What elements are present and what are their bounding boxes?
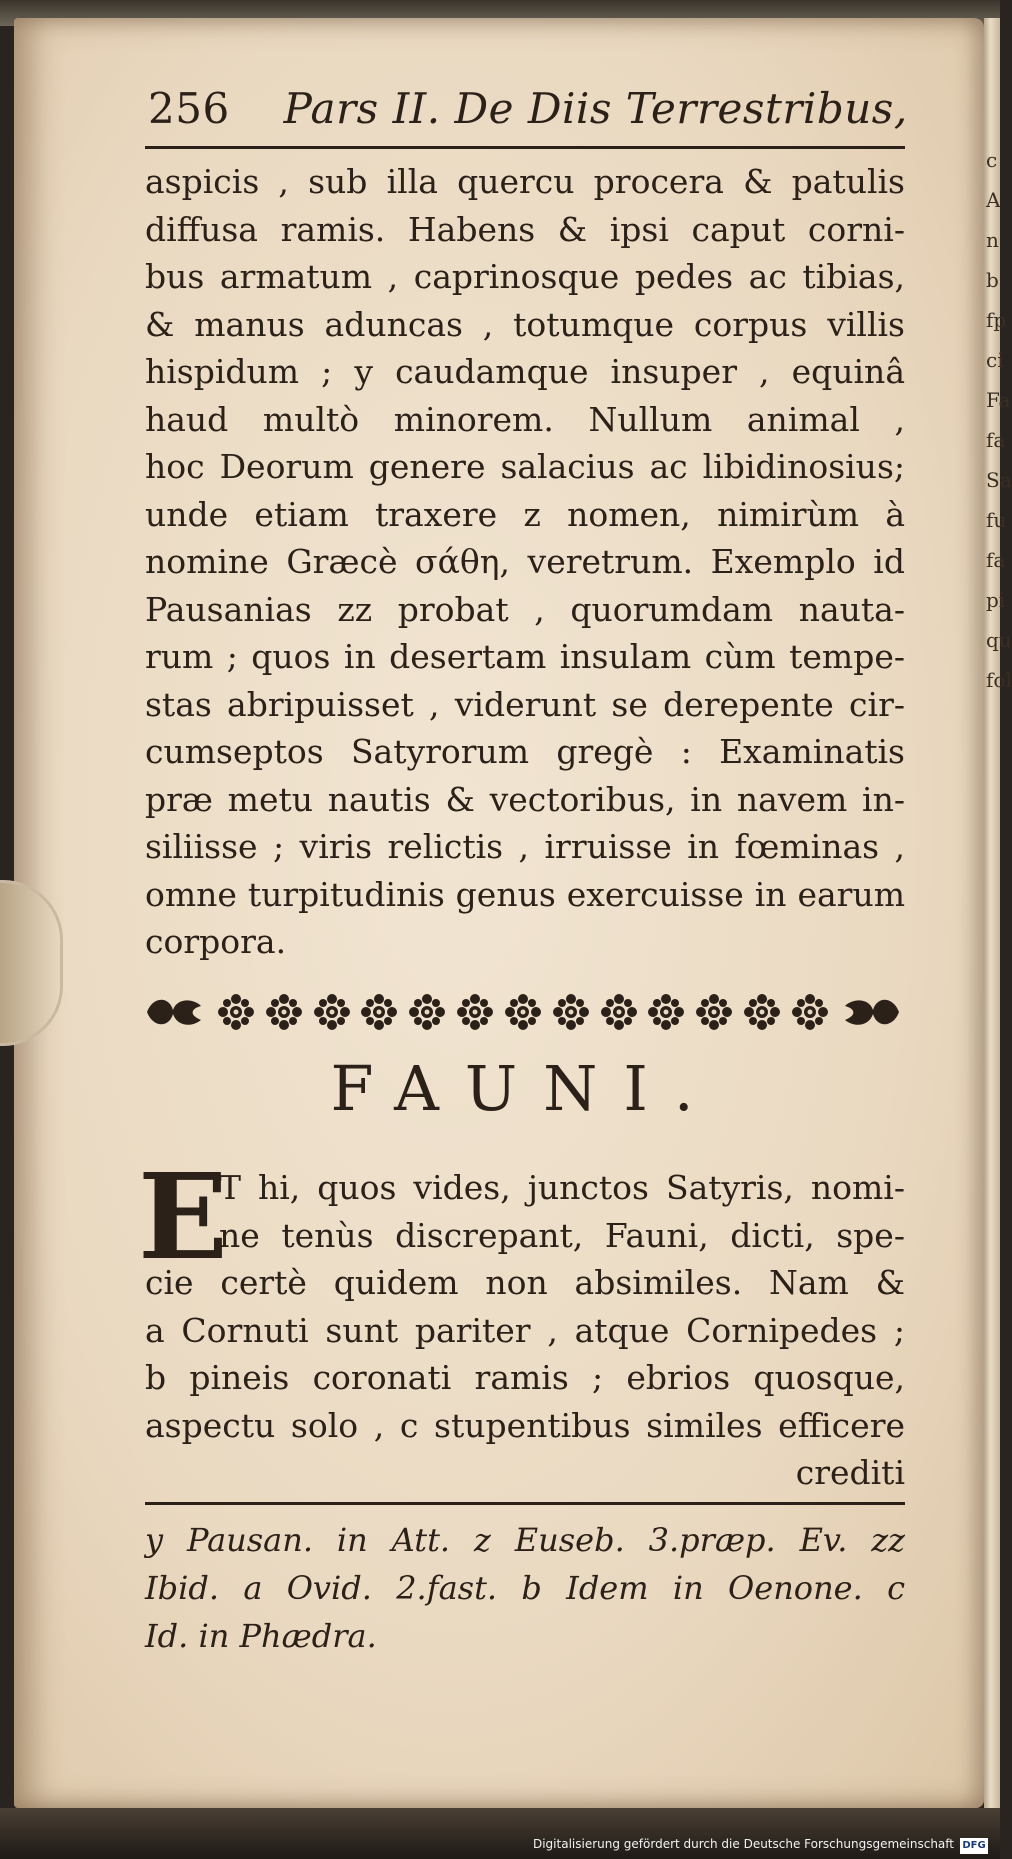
running-head-title: Pars II. De Diis Terrestribus, bbox=[283, 84, 908, 133]
flower-icon bbox=[313, 993, 351, 1031]
text-line: hoc Deorum genere salacius ac libidinosius; bbox=[145, 447, 905, 486]
text-line: aspicis , sub illa quercu procera & patulis bbox=[145, 162, 905, 201]
header-rule bbox=[145, 146, 905, 149]
text-line: ne tenùs discrepant, Fauni, dicti, spe- bbox=[219, 1215, 905, 1255]
text-line: diffusa ramis. Habens & ipsi caput corni- bbox=[145, 209, 905, 249]
running-header bbox=[148, 84, 908, 133]
text-line: unde etiam traxere z nomen, nimirùm à bbox=[145, 494, 905, 534]
section-title: FAUNI. bbox=[330, 1052, 720, 1125]
text-line: cie certè quidem non absimiles. Nam & bbox=[145, 1263, 905, 1302]
fragment: fa bbox=[986, 428, 1006, 452]
fragment: fu bbox=[986, 508, 1007, 532]
text-line: aspectu solo , c stupentibus similes efficere bbox=[145, 1405, 905, 1445]
text-line: T hi, quos vides, junctos Satyris, nomi- bbox=[219, 1168, 905, 1207]
text-line: omne turpitudinis genus exercuisse in earum bbox=[145, 874, 905, 914]
flower-icon bbox=[552, 993, 590, 1031]
scan-bottom-band bbox=[0, 1808, 1000, 1859]
text-line: corpora. bbox=[145, 922, 287, 961]
flower-icon bbox=[408, 993, 446, 1031]
footnote-line: Id. in Phædra. bbox=[145, 1617, 377, 1655]
text-block-1 bbox=[145, 158, 905, 966]
flower-icon bbox=[791, 993, 829, 1031]
flower-icon bbox=[265, 993, 303, 1031]
ornamental-band bbox=[143, 986, 903, 1038]
text-line: haud multò minorem. Nullum animal , bbox=[145, 399, 905, 439]
text-line: cumseptos Satyrorum gregè : Examinatis bbox=[145, 732, 905, 771]
text-line: hispidum ; y caudamque insuper , equinâ bbox=[145, 352, 905, 391]
flower-icon bbox=[695, 993, 733, 1031]
fragment: ci bbox=[986, 348, 1004, 372]
fragment: Sa bbox=[986, 468, 1012, 492]
footnote-line: y Pausan. in Att. z Euseb. 3.præp. Ev. zz bbox=[145, 1521, 905, 1559]
fragment: c bbox=[986, 148, 998, 172]
text-block-2 bbox=[145, 1164, 905, 1497]
flower-icon bbox=[743, 993, 781, 1031]
text-line: a Cornuti sunt pariter , atque Cornipedes ; bbox=[145, 1310, 905, 1350]
fragment: Fa bbox=[986, 388, 1011, 412]
flower-icon bbox=[647, 993, 685, 1031]
text-line: stas abripuisset , viderunt se derepente cir- bbox=[145, 684, 905, 724]
text-line: nomine Græcè σάθη, veretrum. Exemplo id bbox=[145, 542, 905, 581]
fragment: fp bbox=[986, 308, 1007, 332]
fragment: qu bbox=[986, 628, 1012, 652]
fragment: A bbox=[986, 188, 1001, 212]
drop-cap: E bbox=[138, 1147, 228, 1286]
footnote-rule bbox=[145, 1502, 905, 1505]
catchword: crediti bbox=[795, 1453, 905, 1492]
flower-icon bbox=[456, 993, 494, 1031]
fragment: pi bbox=[986, 588, 1006, 612]
fragment: n bbox=[986, 228, 999, 252]
right-fleuron-icon bbox=[839, 992, 903, 1032]
flower-icon bbox=[360, 993, 398, 1031]
dfg-logo: DFG bbox=[960, 1838, 988, 1854]
fragment: fa bbox=[986, 548, 1006, 572]
fragment: b bbox=[986, 268, 999, 292]
flower-icon bbox=[504, 993, 542, 1031]
text-line: siliisse ; viris relictis , irruisse in fœminas , bbox=[145, 827, 905, 866]
page-number: 256 bbox=[148, 84, 230, 133]
left-fleuron-icon bbox=[143, 992, 207, 1032]
text-line: rum ; quos in desertam insulam cùm tempe- bbox=[145, 637, 905, 676]
text-line: b pineis coronati ramis ; ebrios quosque, bbox=[145, 1358, 905, 1397]
facing-page-fragments bbox=[986, 140, 1012, 700]
footnotes bbox=[145, 1516, 905, 1660]
fragment: fol bbox=[986, 668, 1012, 692]
flower-icon bbox=[217, 993, 255, 1031]
text-line: bus armatum , caprinosque pedes ac tibias, bbox=[145, 257, 905, 296]
text-line: & manus aduncas , totumque corpus villis bbox=[145, 304, 905, 344]
text-line: Pausanias zz probat , quorumdam nauta- bbox=[145, 589, 905, 629]
flower-icon bbox=[600, 993, 638, 1031]
digitization-credit: Digitalisierung gefördert durch die Deutsche Forschungsgemeinschaft bbox=[532, 1837, 954, 1851]
footnote-line: Ibid. a Ovid. 2.fast. b Idem in Oenone. c bbox=[145, 1569, 905, 1607]
text-line: præ metu nautis & vectoribus, in navem in- bbox=[145, 779, 905, 819]
